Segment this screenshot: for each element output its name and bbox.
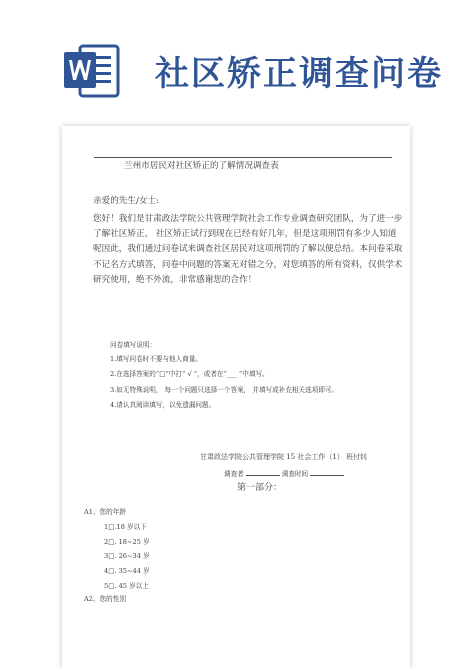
age-options xyxy=(104,520,150,594)
surveyor-blank[interactable] xyxy=(246,475,280,476)
age-option[interactable]: 3□. 26~34 岁 xyxy=(104,552,150,561)
greeting: 亲爱的先生/女士: xyxy=(93,196,159,206)
signature: 甘肃政法学院公共管理学院 15 社会工作（1） 班付钊 xyxy=(200,453,368,461)
intro-paragraph xyxy=(93,212,403,288)
question-gender-label: A2、您的性别 xyxy=(84,595,126,603)
instruction-item: 4.请认真阅读填写，以免遗漏问题。 xyxy=(110,401,216,410)
age-option[interactable]: 5□. 45 岁以上 xyxy=(104,581,149,590)
date-blank[interactable] xyxy=(310,475,344,476)
document-page xyxy=(62,126,410,669)
instructions-title: 问卷填写说明： xyxy=(110,341,157,349)
intro-line: 研究使用，绝不外流，非常感谢您的合作！ xyxy=(93,274,257,285)
banner xyxy=(0,0,474,124)
date-label: 调查时间 xyxy=(281,470,309,478)
instructions-list xyxy=(110,352,338,414)
intro-line: 呢因此，我们通过问卷试来调查社区居民对这项刑罚的了解以便总结。本问卷采取 xyxy=(93,244,403,255)
title-rule xyxy=(94,157,392,158)
surveyor-line xyxy=(224,468,346,478)
age-option[interactable]: 4□. 35~44 岁 xyxy=(104,567,150,576)
word-document-icon xyxy=(62,42,120,100)
age-option[interactable]: 2□. 18~25 岁 xyxy=(104,537,150,546)
intro-line: 不记名方式填答，问卷中问题的答案无对错之分，对您填答的所有资料，仅供学术 xyxy=(93,259,403,270)
instruction-item: 3.如无特殊说明， 每一个问题只选择一个答案， 并填写或补充相关选项即可。 xyxy=(110,385,339,394)
instruction-item: 1.填写问卷时不要与他人商量。 xyxy=(110,355,203,363)
document-title: 兰州市居民对社区矫正的了解情况调查表 xyxy=(124,161,279,171)
instruction-item: 2.在选择答案的“□”中打“ √ ”，或者在“___ ”中填写。 xyxy=(110,370,269,379)
section-heading: 第一部分： xyxy=(237,483,283,493)
surveyor-label: 调查者 xyxy=(224,470,244,478)
intro-line: 了解社区矫正， 社区矫正试行到现在已经有好几年，但是这项刑罚有多少人知道 xyxy=(93,229,397,240)
banner-title: 社区矫正调查问卷 xyxy=(155,54,443,94)
age-option[interactable]: 1□.18 岁以下 xyxy=(104,523,147,531)
intro-line: 您好！我们是甘肃政法学院公共管理学院社会工作专业调查研究团队，为了进一步 xyxy=(93,214,403,224)
question-age-label: A1、您的年龄 xyxy=(84,508,126,516)
